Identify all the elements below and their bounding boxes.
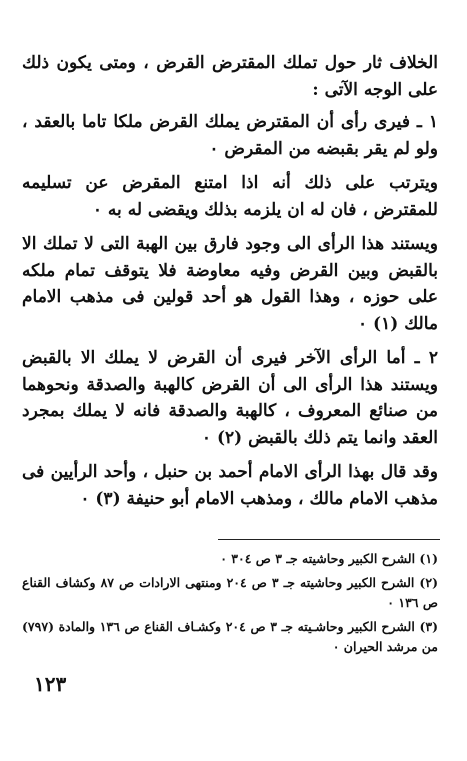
footnotes xyxy=(22,549,438,661)
paragraph-consequence: ويترتب على ذلك أنه اذا امتنع المقرض عن تسليمه للمقترض ، فان له ان يلزمه بذلك ويقضى له به ٠ xyxy=(22,173,438,220)
paragraph-opinion-two: ٢ ـ أما الرأى الآخر فيرى أن القرض لا يملك الا بالقبض ويستند هذا الرأى الى أن القرض كالهبة والصدقة ونحوهما من صنائع المعروف ، كالهبة والصدقة فانه لا يملك بمجرد العقد وانما يتم ذلك بالقبض (٢) ٠ xyxy=(22,348,438,448)
paragraph-intro: الخلاف ثار حول تملك المقترض القرض ، ومتى يكون ذلك على الوجه الآتى : xyxy=(22,53,438,100)
paragraph-adherents: وقد قال بهذا الرأى الامام أحمد بن حنبل ، وأحد الرأيين فى مذهب الامام مالك ، ومذهب الامام أبو حنيفة (٣) ٠ xyxy=(22,462,438,509)
footnote-2: (٢) الشرح الكبير وحاشيته جـ ٣ ص ٢٠٤ ومنتهى الارادات ص ٨٧ وكشاف القناع ص ١٣٦ ٠ xyxy=(22,574,438,610)
main-text xyxy=(22,50,438,520)
paragraph-opinion-one: ١ ـ فيرى رأى أن المقترض يملك القرض ملكا تاما بالعقد ، ولو لم يقر بقبضه من المقرض ٠ xyxy=(22,112,438,159)
footnote-3: (٣) الشرح الكبير وحاشـيته جـ ٣ ص ٢٠٤ وكشـاف القناع ص ١٣٦ والمادة (٧٩٧) من مرشد الحيران ٠ xyxy=(22,618,438,654)
paragraph-basis: ويستند هذا الرأى الى وجود فارق بين الهبة التى لا تملك الا بالقبض وبين القرض وفيه معاوضة فلا يتوقف تمام ملكه على حوزه ، وهذا القول هو أحد قولين فى مذهب الامام مالك (١) ٠ xyxy=(22,234,438,334)
footnote-1: (١) الشرح الكبير وحاشيته جـ ٣ ص ٣٠٤ ٠ xyxy=(220,551,438,566)
page-number: ١٢٣ xyxy=(34,672,67,696)
footnote-divider xyxy=(218,539,440,540)
